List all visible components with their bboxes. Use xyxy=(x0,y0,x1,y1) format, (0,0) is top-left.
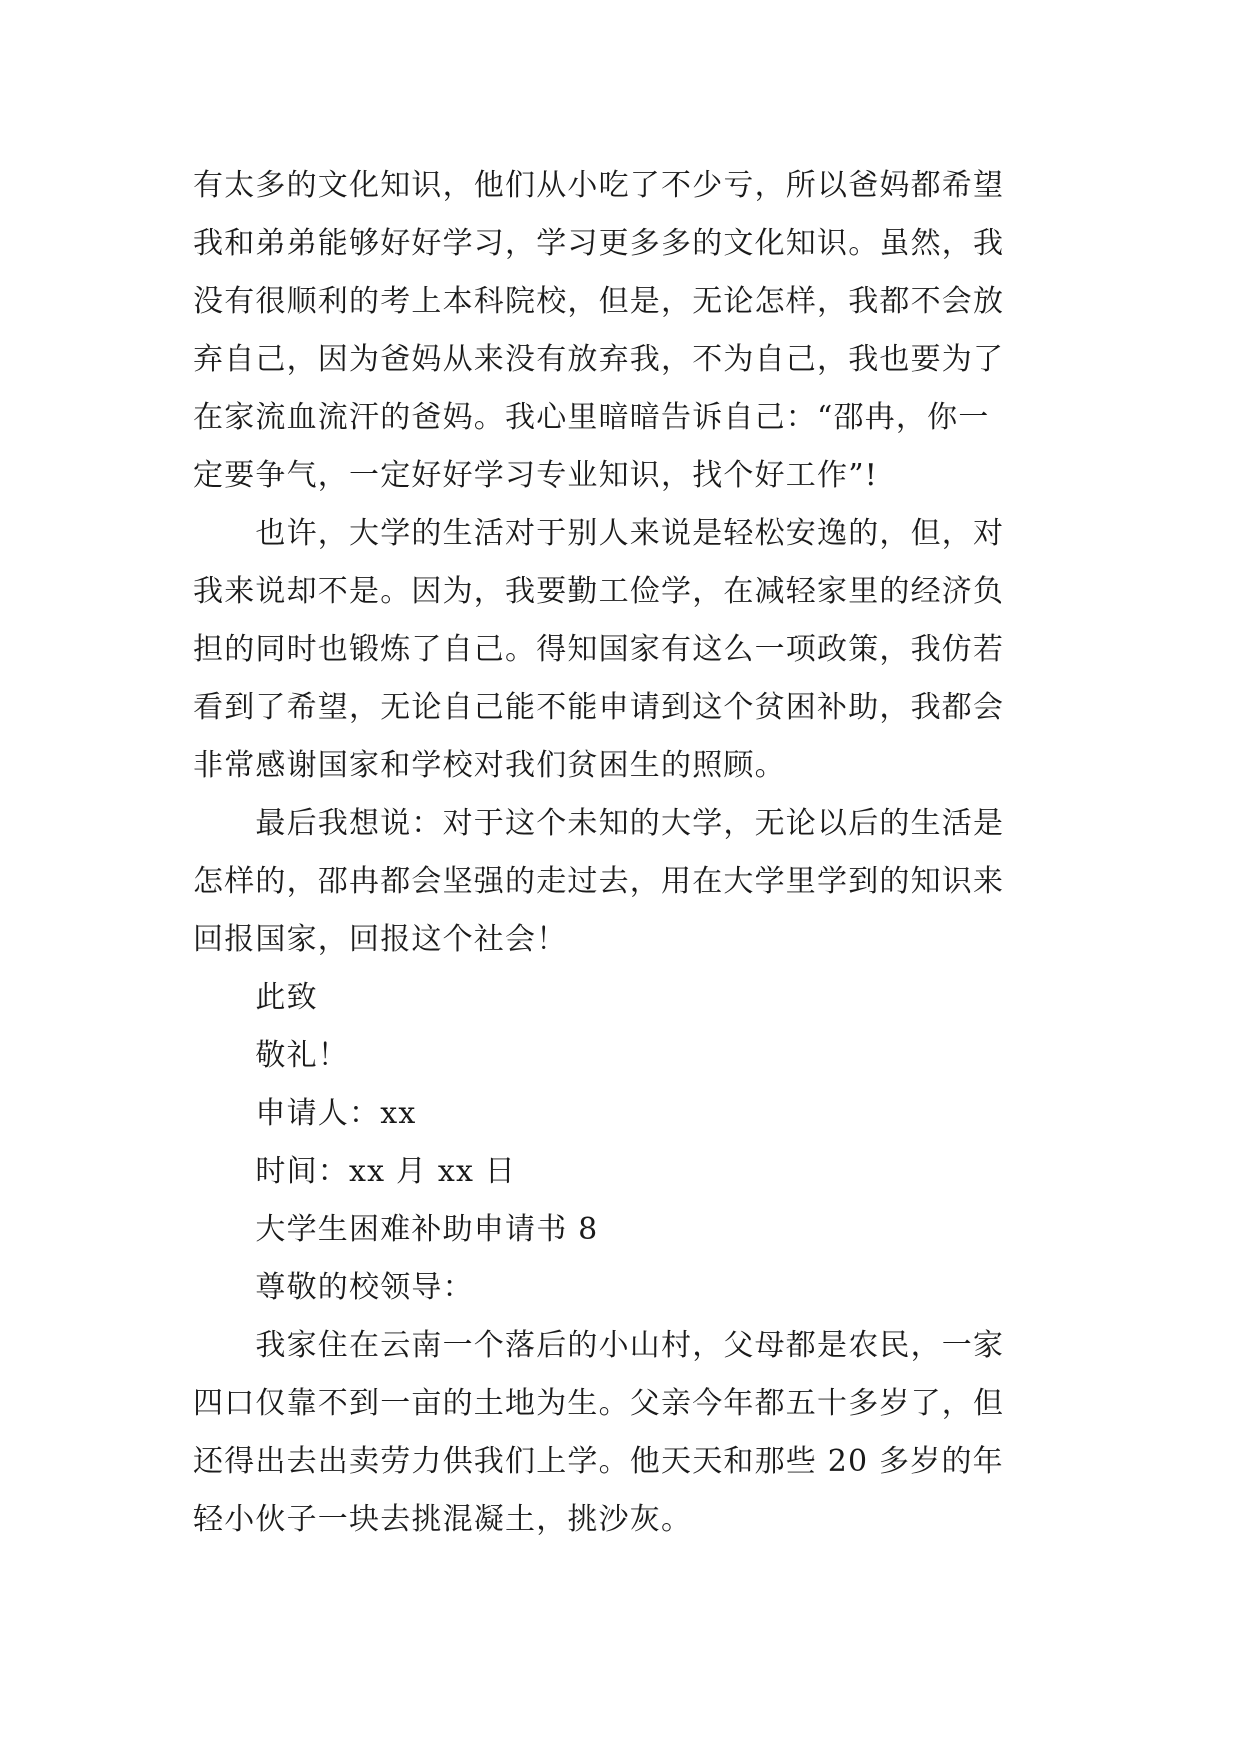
text-line: 我和弟弟能够好好学习，学习更多多的文化知识。虽然，我 xyxy=(193,226,1005,261)
paragraph-family-hopes xyxy=(193,157,1053,505)
paragraph-conclusion xyxy=(193,795,1053,969)
document-body xyxy=(193,157,1053,1549)
text-line: 定要争气，一定好好学习专业知识，找个好工作”! xyxy=(193,458,878,493)
letter-closing xyxy=(193,969,1053,1201)
text-line: 非常感谢国家和学校对我们贫困生的照顾。 xyxy=(193,748,786,783)
salutation-jing-li: 敬礼！ xyxy=(193,1038,349,1073)
text-line: 轻小伙子一块去挑混凝土，挑沙灰。 xyxy=(193,1502,693,1537)
text-line: 回报国家，回报这个社会！ xyxy=(193,922,568,957)
salutation-ci-zhi: 此致 xyxy=(193,980,318,1015)
section-title: 大学生困难补助申请书 8 xyxy=(193,1212,599,1247)
next-application xyxy=(193,1201,1053,1549)
paragraph-work-study xyxy=(193,505,1053,795)
text-line: 弃自己，因为爸妈从来没有放弃我，不为自己，我也要为了 xyxy=(193,342,1005,377)
applicant-line: 申请人：xx xyxy=(193,1096,417,1131)
text-line: 怎样的，邵冉都会坚强的走过去，用在大学里学到的知识来 xyxy=(193,864,1005,899)
text-line: 看到了希望，无论自己能不能申请到这个贫困补助，我都会 xyxy=(193,690,1005,725)
text-line: 四口仅靠不到一亩的土地为生。父亲今年都五十多岁了，但 xyxy=(193,1386,1005,1421)
text-line: 最后我想说：对于这个未知的大学，无论以后的生活是 xyxy=(193,806,1005,841)
text-line: 有太多的文化知识，他们从小吃了不少亏，所以爸妈都希望 xyxy=(193,168,1005,203)
text-line: 在家流血流汗的爸妈。我心里暗暗告诉自己：“邵冉，你一 xyxy=(193,400,990,435)
date-line: 时间：xx 月 xx 日 xyxy=(193,1154,517,1189)
text-line: 担的同时也锻炼了自己。得知国家有这么一项政策，我仿若 xyxy=(193,632,1005,667)
text-line: 我来说却不是。因为，我要勤工俭学，在减轻家里的经济负 xyxy=(193,574,1005,609)
text-line: 还得出去出卖劳力供我们上学。他天天和那些 20 多岁的年 xyxy=(193,1444,1004,1479)
text-line: 也许，大学的生活对于别人来说是轻松安逸的，但，对 xyxy=(193,516,1005,551)
text-line: 没有很顺利的考上本科院校，但是，无论怎样，我都不会放 xyxy=(193,284,1005,319)
text-line: 我家住在云南一个落后的小山村，父母都是农民，一家 xyxy=(193,1328,1005,1363)
greeting-line: 尊敬的校领导： xyxy=(193,1270,474,1305)
